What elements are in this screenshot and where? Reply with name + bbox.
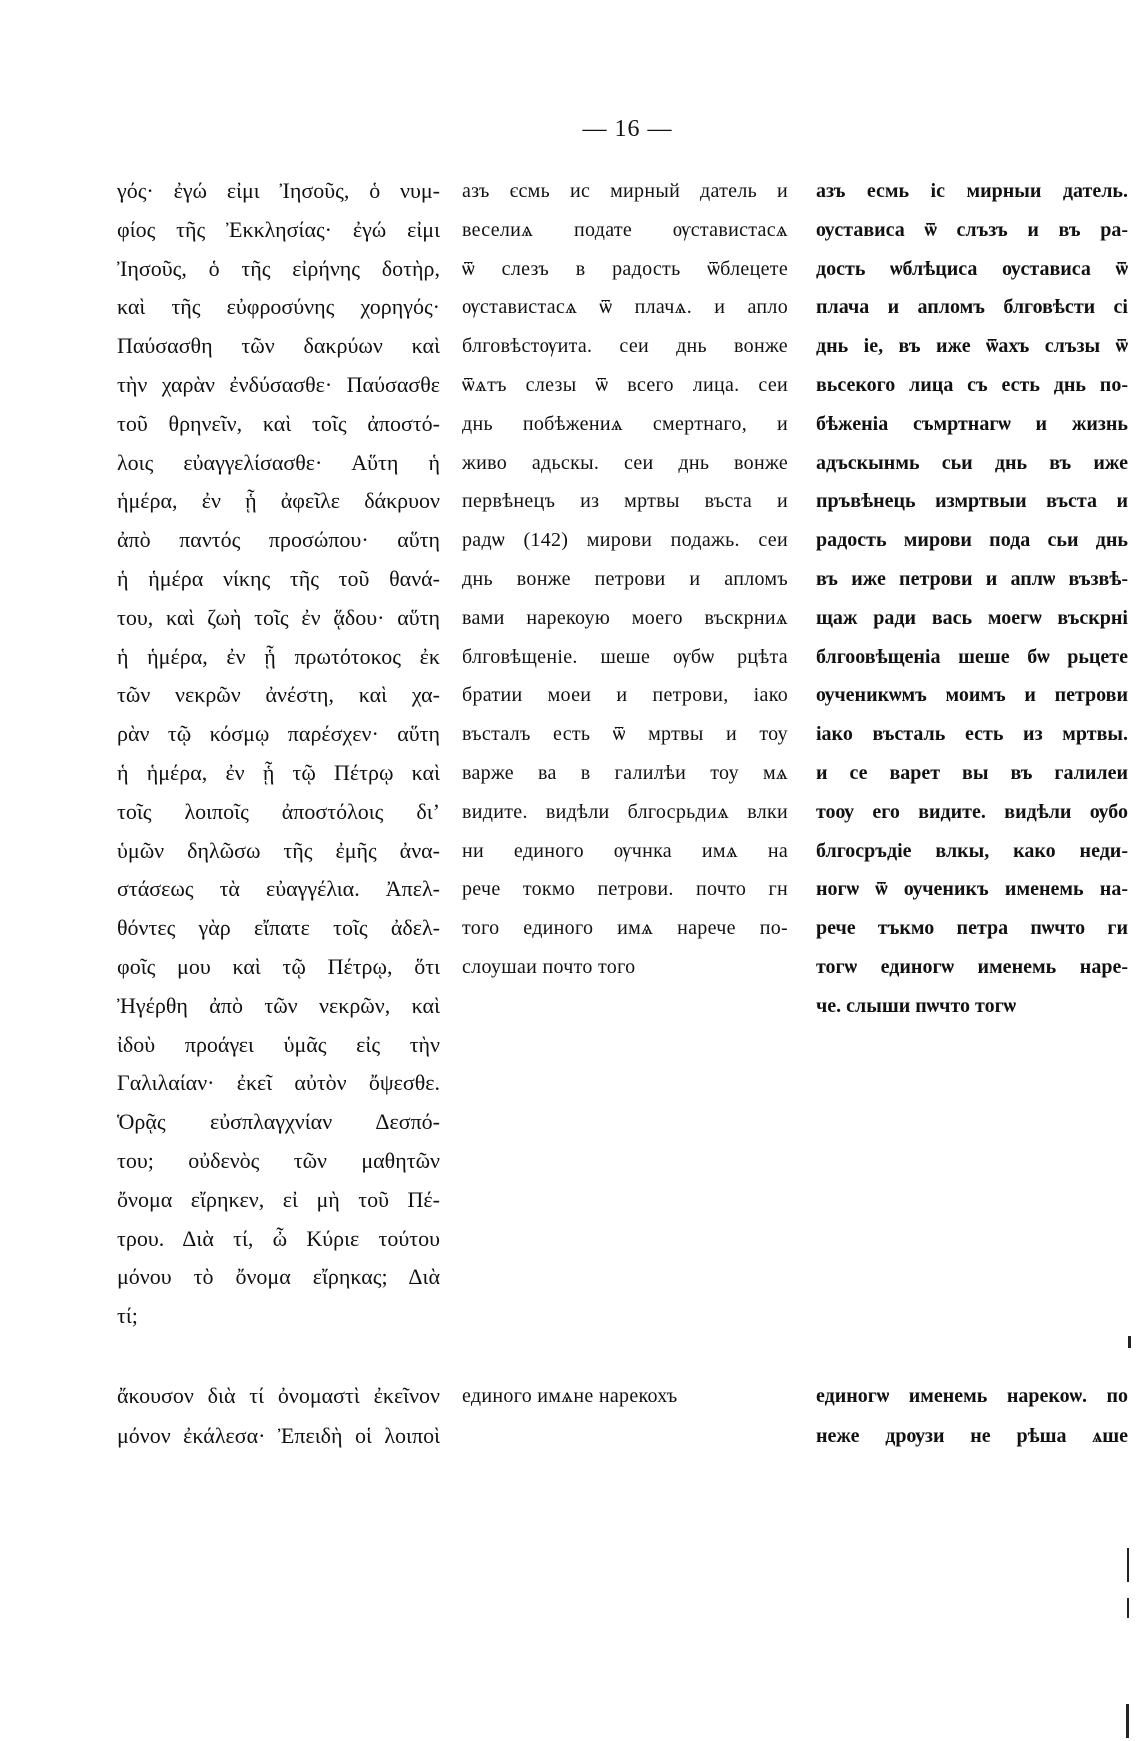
slavonic-line: ѿ слезъ в радость ѿблецете [462, 257, 788, 280]
slavonic-bold-line: единогѡ именемь нарекоѡ. по [816, 1385, 1128, 1407]
slavonic-line: въсталъ есть ѿ мртвы и тоу [462, 723, 788, 746]
slavonic-line: того единого имѧ нарече по- [462, 917, 788, 940]
slavonic-bold-line: и се варет вы въ галилеи [816, 761, 1128, 784]
scan-mark [1127, 1548, 1129, 1582]
greek-line: τοῖς λοιποῖς ἀποστόλοις δι’ [117, 798, 440, 824]
slavonic-line: видите. видѣли блгосрьдиѧ влки [462, 800, 788, 823]
slavonic-line: первѣнецъ из мртвы въста и [462, 490, 788, 513]
greek-line: ἡ ἡμέρα, ἐν ᾗ τῷ Πέτρῳ καὶ [117, 759, 440, 785]
greek-line: Γαλιλαίαν· ἐκεῖ αὐτὸν ὄψεσθε. [117, 1070, 440, 1096]
slavonic-bold-line: рече тъкмо петра пѡчто ги [816, 917, 1128, 940]
greek-line: Ἰησοῦς, ὁ τῆς εἰρήνης δοτὴρ, [117, 255, 440, 281]
slavonic-bold-line: неже дрѹзи не рѣша ѧше [816, 1425, 1128, 1447]
greek-line: φοῖς μου καὶ τῷ Πέτρῳ, ὅτι [117, 953, 440, 979]
scan-mark [1128, 1336, 1131, 1348]
greek-line: ἡ ἡμέρα, ἐν ᾗ πρωτότοκος ἐκ [117, 643, 440, 669]
slavonic-line: ни единого ѹчнка имѧ на [462, 839, 788, 862]
greek-line: τὴν χαρὰν ἐνδύσασθε· Παύσασθε [117, 371, 440, 397]
scan-mark [1126, 1704, 1129, 1738]
slavonic-line: живо адьскы. сеи днь вонже [462, 451, 788, 474]
greek-line: ὑμῶν δηλῶσω τῆς ἐμῆς ἀνα- [117, 837, 440, 863]
slavonic-line: слоушаи почто того [462, 955, 636, 978]
slavonic-bold-line: бѣженіа съмртнагѡ и жизнь [816, 412, 1128, 435]
slavonic-bold-line: днь іе, въ иже ѿахъ слъзы ѿ [816, 335, 1128, 358]
slavonic-bold-line: ѹстависа ѿ слъзъ и въ ра- [816, 218, 1128, 241]
greek-line: τρου. Διὰ τί, ὦ Κύριε τούτου [117, 1225, 440, 1251]
slavonic-bold-line: тогѡ единогѡ именемь наре- [816, 955, 1128, 978]
greek-line: τοῦ θρηνεῖν, καὶ τοῖς ἀποστό- [117, 410, 440, 436]
slavonic-line: ѿѧтъ слезы ѿ всего лица. сеи [462, 373, 788, 396]
greek-line: θόντες γὰρ εἴπατε τοῖς ἀδελ- [117, 915, 440, 941]
slavonic-bold-line: адъскынмь сьи днь въ иже [816, 451, 1128, 474]
slavonic-line: братии моеи и петрови, іако [462, 684, 788, 707]
greek-line: μόνον ἐκάλεσα· Ἐπειδὴ οἱ λοιποὶ [117, 1423, 440, 1448]
slavonic-bold-line: іако въсталь есть из мртвы. [816, 723, 1128, 746]
greek-line: του; οὐδενὸς τῶν μαθητῶν [117, 1147, 440, 1173]
slavonic-bold-column [816, 172, 1128, 1026]
slavonic-line: варже ва в галилѣи тоу мѧ [462, 761, 788, 784]
slavonic-bold-line: въ иже петрови и аплѡ възвѣ- [816, 567, 1128, 590]
greek-line: ὄνομα εἴρηκεν, εἰ μὴ τοῦ Πέ- [117, 1186, 440, 1212]
greek-line: Παύσασθη τῶν δακρύων καὶ [117, 333, 440, 359]
greek-line: Ἠγέρθη ἀπὸ τῶν νεκρῶν, καὶ [117, 992, 440, 1018]
greek-line: καὶ τῆς εὐφροσύνης χορηγός· [117, 294, 440, 320]
slavonic-column [462, 172, 788, 987]
slavonic-line: единого имѧне нарекохъ [462, 1385, 678, 1407]
slavonic-bold-line: блгоовѣщеніа шеше бѡ рьцете [816, 645, 1128, 668]
slavonic-bold-line: вьсекого лица съ есть днь по- [816, 373, 1128, 396]
greek-line: ἡμέρα, ἐν ᾗ ἀφεῖλε δάκρυον [117, 488, 440, 514]
greek-line: γός· ἐγώ εἰμι Ἰησοῦς, ὁ νυμ- [117, 178, 440, 203]
greek-continuation [117, 1376, 440, 1456]
slavonic-line: днь побѣжениѧ смертнаго, и [462, 412, 788, 435]
slavonic-bold-line: ногѡ ѿ ѹченикъ именемь на- [816, 878, 1128, 901]
slavonic-line: ѹставистасѧ ѿ плачѧ. и апло [462, 296, 788, 319]
greek-column [117, 172, 440, 1336]
slavonic-line: блговѣщеніе. шеше ѹбѡ рцѣта [462, 645, 788, 668]
greek-line: ἄκουσον διὰ τί ὀνομαστὶ ἐκεῖνον [117, 1383, 440, 1408]
greek-line: ἰδοὺ προάγει ὑμᾶς εἰς τὴν [117, 1031, 440, 1057]
slavonic-line: азъ єсмь ис мирный датель и [462, 180, 788, 202]
slavonic-bold-line: плача и апломъ блговѣсти сі [816, 296, 1128, 319]
slavonic-bold-continuation [816, 1376, 1128, 1456]
slavonic-bold-line: ѹченикѡмъ моимъ и петрови [816, 684, 1128, 707]
greek-line: του, καὶ ζωὴ τοῖς ἐν ᾅδου· αὕτη [117, 604, 440, 630]
greek-line: Ὁρᾷς εὐσπλαγχνίαν Δεσπό- [117, 1109, 440, 1135]
slavonic-line: веселиѧ подате ѹставистасѧ [462, 218, 788, 241]
greek-line: φίος τῆς Ἐκκλησίας· ἐγώ εἰμι [117, 216, 440, 242]
scan-mark [1127, 1598, 1129, 1618]
slavonic-bold-line: тоѹ его видите. видѣли ѹбо [816, 800, 1128, 823]
slavonic-bold-line: щаж ради вась моегѡ въскрні [816, 606, 1128, 629]
slavonic-line: вами нарекоую моего въскрниѧ [462, 606, 788, 629]
slavonic-bold-line: азъ есмь іс мирныи датель. [816, 180, 1128, 202]
slavonic-line: радѡ (142) мирови подажь. сеи [462, 529, 788, 552]
greek-line: ἀπὸ παντός προσώπου· αὕτη [117, 527, 440, 553]
greek-line: ἡ ἡμέρα νίκης τῆς τοῦ θανά- [117, 565, 440, 591]
slavonic-line: блговѣстѹита. сеи днь вонже [462, 335, 788, 358]
greek-line: στάσεως τὰ εὐαγγέλια. Ἀπελ- [117, 876, 440, 902]
greek-line: τῶν νεκρῶν ἀνέστη, καὶ χα- [117, 682, 440, 708]
greek-line: ρὰν τῷ κόσμῳ παρέσχεν· αὕτη [117, 721, 440, 747]
greek-line: μόνου τὸ ὄνομα εἴρηκας; Διὰ [117, 1264, 440, 1290]
slavonic-continuation [462, 1376, 788, 1416]
page-number: — 16 — [582, 116, 673, 142]
slavonic-bold-line: пръвѣнець измртвыи въста и [816, 490, 1128, 513]
slavonic-bold-line: радость мирови пода сьи днь [816, 529, 1128, 552]
greek-line: τί; [117, 1303, 138, 1329]
slavonic-bold-line: че. слыши пѡчто тогѡ [816, 994, 1017, 1017]
greek-line: λοις εὐαγγελίσασθε· Αὕτη ἡ [117, 449, 440, 475]
slavonic-line: рече токмо петрови. почто гн [462, 878, 788, 901]
slavonic-bold-line: блгосръдіе влкы, како неди- [816, 839, 1128, 862]
slavonic-line: днь вонже петрови и апломъ [462, 567, 788, 590]
slavonic-bold-line: дость ѡблѣциса ѹстависа ѿ [816, 257, 1128, 280]
